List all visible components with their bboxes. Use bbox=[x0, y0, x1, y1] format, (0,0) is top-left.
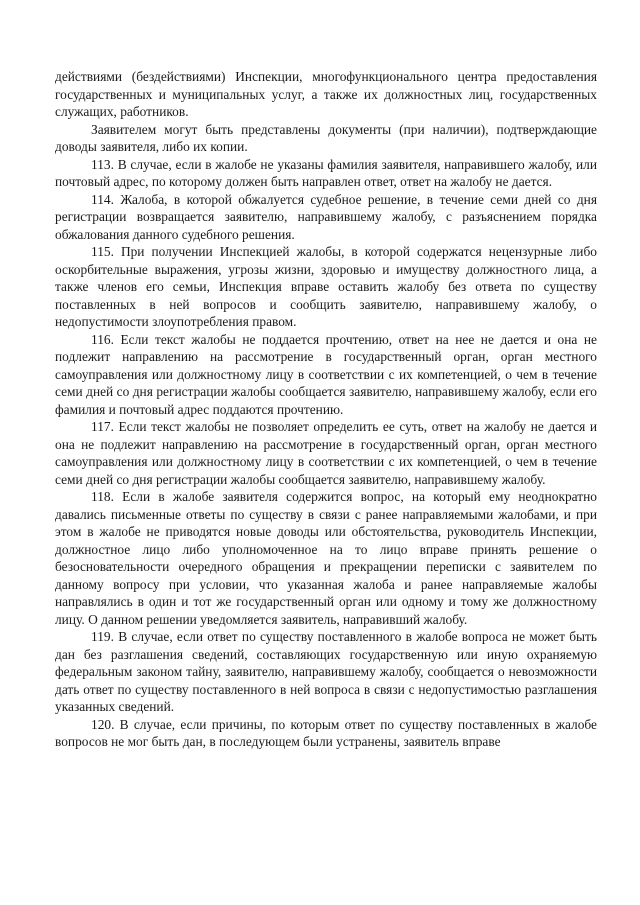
paragraph-117: 117. Если текст жалобы не позволяет определить ее суть, ответ на жалобу не дается и она не подлежит направлению на рассмотрение в государственный орган, орган местного самоуправления или должностному лицу в соответствии с их компетенцией, о чем в течение семи дней со дня регистрации жалобы сообщается заявителю, направившему жалобу. bbox=[55, 419, 597, 487]
paragraph-115: 115. При получении Инспекцией жалобы, в которой содержатся нецензурные либо оскорбительные выражения, угрозы жизни, здоровью и имуществу должностного лица, а также членов его семьи, Инспекция вправе оставить жалобу без ответа по существу поставленных в ней вопросов и сообщить заявителю, направившему жалобу, о недопустимости злоупотребления правом. bbox=[55, 244, 597, 329]
paragraph-114: 114. Жалоба, в которой обжалуется судебное решение, в течение семи дней со дня регистрации возвращается заявителю, направившему жалобу, с разъяснением порядка обжалования данного судебного решения. bbox=[55, 191, 597, 242]
paragraph-documents: Заявителем могут быть представлены документы (при наличии), подтверждающие доводы заявителя, либо их копии. bbox=[55, 121, 597, 154]
paragraph-113: 113. В случае, если в жалобе не указаны фамилия заявителя, направившего жалобу, или почтовый адрес, по которому должен быть направлен ответ, ответ на жалобу не дается. bbox=[55, 156, 597, 189]
paragraph-120: 120. В случае, если причины, по которым ответ по существу поставленных в жалобе вопросов не мог быть дан, в последующем были устранены, заявитель вправе bbox=[55, 716, 597, 749]
paragraph-119: 119. В случае, если ответ по существу поставленного в жалобе вопроса не может быть дан без разглашения сведений, составляющих государственную или иную охраняемую федеральным законом тайну, заявителю, направившему жалобу, сообщается о невозможности дать ответ по существу поставленного в ней вопроса в связи с недопустимостью разглашения указанных сведений. bbox=[55, 629, 597, 714]
paragraph-118: 118. Если в жалобе заявителя содержится вопрос, на который ему неоднократно давались письменные ответы по существу в связи с ранее направляемыми жалобами, и при этом в жалобе не приводятся новые доводы или обстоятельства, руководитель Инспекции, должностное лицо либо уполномоченное на то лицо вправе принять решение о безосновательности очередного обращения и прекращении переписки с заявителем по данному вопросу при условии, что указанная жалоба и ранее направляемые жалобы направлялись в один и тот же государственный орган или одному и тому же должностному лицу. О данном решении уведомляется заявитель, направивший жалобу. bbox=[55, 489, 597, 627]
paragraph-continuation: действиями (бездействиями) Инспекции, многофункционального центра предоставления государственных и муниципальных услуг, а также их должностных лиц, государственных служащих, работников. bbox=[55, 69, 597, 119]
paragraph-116: 116. Если текст жалобы не поддается прочтению, ответ на нее не дается и она не подлежит направлению на рассмотрение в государственный орган, орган местного самоуправления или должностному лицу в соответствии с их компетенцией, о чем в течение семи дней со дня регистрации жалобы сообщается заявителю, направившему жалобу, если его фамилия и почтовый адрес поддаются прочтению. bbox=[55, 331, 597, 417]
document-page bbox=[55, 68, 597, 751]
